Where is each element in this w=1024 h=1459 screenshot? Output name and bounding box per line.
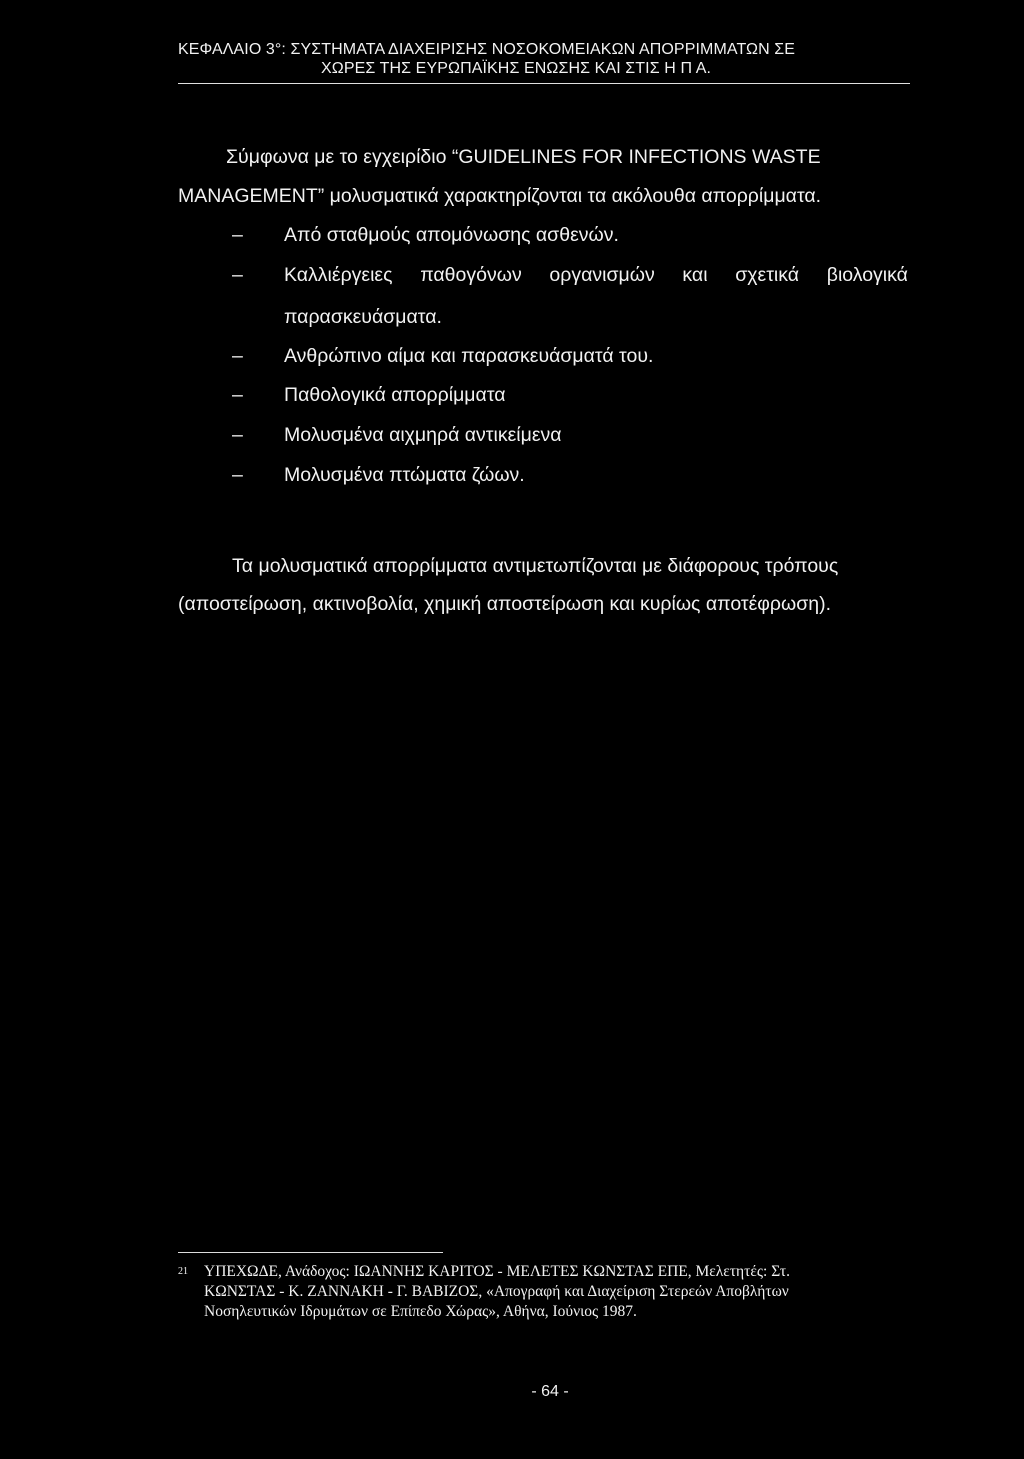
list-dash: – xyxy=(232,424,243,446)
page-number: - 64 - xyxy=(531,1383,569,1400)
closing-line-1: Τα μολυσματικά απορρίμματα αντιμετωπίζονται με διάφορους τρόπους xyxy=(232,555,839,577)
list-item-word: σχετικά xyxy=(735,264,800,286)
intro-line-1: Σύμφωνα με το εγχειρίδιο “GUIDELINES FOR INFECTIONS WASTE xyxy=(226,146,821,168)
list-dash: – xyxy=(232,264,243,286)
list-item xyxy=(232,345,653,368)
list-item-word: οργανισμών xyxy=(549,264,655,286)
list-item xyxy=(232,384,506,407)
list-item xyxy=(232,224,619,247)
list-item xyxy=(232,264,284,287)
header-line-1: ΚΕΦΑΛΑΙΟ 3°: ΣΥΣΤΗΜΑΤΑ ΔΙΑΧΕΙΡΙΣΗΣ ΝΟΣΟΚΟΜΕΙΑΚΩΝ ΑΠΟΡΡΙΜΜΑΤΩΝ ΣΕ xyxy=(178,41,796,58)
footnote-rule xyxy=(178,1252,443,1253)
list-item-text: Μολυσμένα αιχμηρά αντικείμενα xyxy=(284,424,562,446)
running-header xyxy=(178,40,908,78)
list-item-continuation: παρασκευάσματα. xyxy=(284,306,442,328)
list-item-text: Από σταθμούς απομόνωσης ασθενών. xyxy=(284,224,619,246)
list-item-word: και xyxy=(682,264,708,286)
footnote-line-2: ΚΩΝΣΤΑΣ - Κ. ΖΑΝΝΑΚΗ - Γ. ΒΑΒΙΖΟΣ, «Απογραφή και Διαχείριση Στερεών Αποβλήτων xyxy=(204,1283,789,1300)
closing-line-2: (αποστείρωση, ακτινοβολία, χημική αποστείρωση και κυρίως αποτέφρωση). xyxy=(178,593,832,615)
footnote-line-1: ΥΠΕΧΩΔΕ, Ανάδοχος: ΙΩΑΝΝΗΣ ΚΑΡΙΤΟΣ - ΜΕΛΕΤΕΣ ΚΩΝΣΤΑΣ ΕΠΕ, Μελετητές: Στ. xyxy=(204,1263,791,1280)
list-dash: – xyxy=(232,464,243,486)
list-item-text: Παθολογικά απορρίμματα xyxy=(284,384,506,406)
list-dash: – xyxy=(232,224,243,246)
list-item-justified xyxy=(284,264,908,287)
list-item-text: Ανθρώπινο αίμα και παρασκευάσματά του. xyxy=(284,345,654,367)
list-item-word: Καλλιέργειες xyxy=(284,264,393,286)
footnote-line-3: Νοσηλευτικών Ιδρυμάτων σε Επίπεδο Χώρας», Αθήνα, Ιούνιος 1987. xyxy=(204,1303,637,1320)
intro-line-2: MANAGEMENT” μολυσματικά χαρακτηρίζονται τα ακόλουθα απορρίμματα. xyxy=(178,185,822,207)
footnote-marker: 21 xyxy=(178,1266,188,1277)
header-line-2: ΧΩΡΕΣ ΤΗΣ ΕΥΡΩΠΑΪΚΗΣ ΕΝΩΣΗΣ ΚΑΙ ΣΤΙΣ Η Π Α. xyxy=(321,60,712,77)
footnote xyxy=(178,1262,918,1322)
list-item-word: παθογόνων xyxy=(420,264,522,286)
list-item-text: Μολυσμένα πτώματα ζώων. xyxy=(284,464,525,486)
list-dash: – xyxy=(232,384,243,406)
header-rule xyxy=(178,83,910,84)
list-item xyxy=(232,424,562,447)
list-item xyxy=(232,464,525,487)
list-dash: – xyxy=(232,345,243,367)
list-item-word: βιολογικά xyxy=(826,264,908,286)
